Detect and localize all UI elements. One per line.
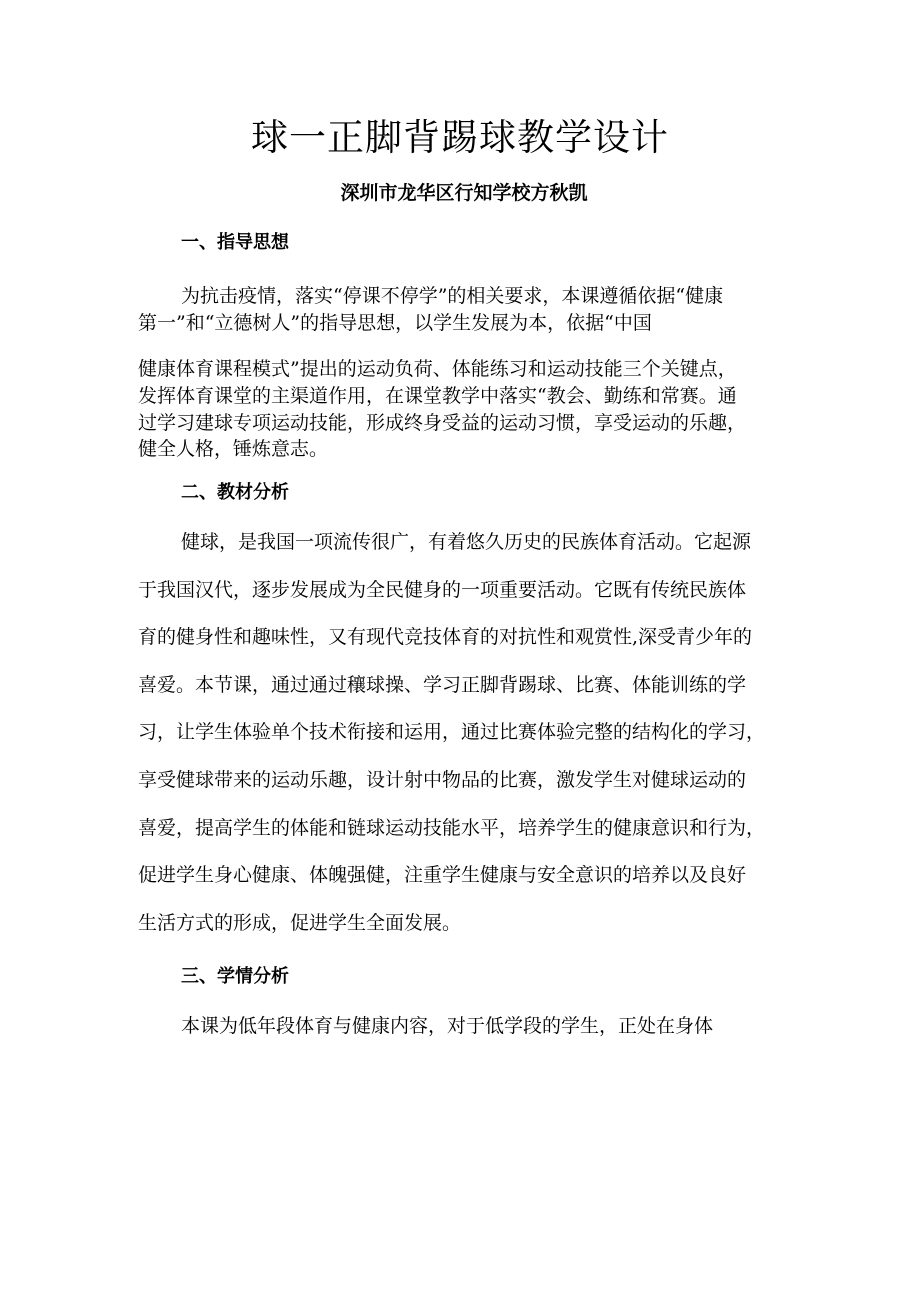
paragraph-line: 健全人格，锤炼意志。 bbox=[138, 438, 329, 460]
paragraph-line: 享受健球带来的运动乐趣，设计射中物品的比赛，激发学生对健球运动的 bbox=[138, 769, 747, 791]
paragraph-line: 习，让学生体验单个技术衔接和运用，通过比赛体验完整的结构化的学习， bbox=[138, 721, 766, 743]
paragraph-line: 喜爱，提高学生的体能和链球运动技能水平，培养学生的健康意识和行为， bbox=[138, 817, 766, 839]
paragraph-line: 本课为低年段体育与健康内容，对于低学段的学生，正处在身体 bbox=[181, 1015, 714, 1037]
section-heading-learner-analysis: 三、学情分析 bbox=[181, 966, 289, 987]
paragraph-line: 发挥体育课堂的主渠道作用，在课堂教学中落实“教会、勤练和常赛。通 bbox=[138, 385, 737, 407]
section-heading-material-analysis: 二、教材分析 bbox=[181, 482, 289, 503]
paragraph-line: 健康体育课程模式”提出的运动负荷、体能练习和运动技能三个关键点， bbox=[138, 358, 737, 380]
paragraph-line: 生活方式的形成，促进学生全面发展。 bbox=[138, 912, 462, 934]
section-heading-guiding-ideology: 一、指导思想 bbox=[181, 232, 289, 253]
paragraph-line: 于我国汉代，逐步发展成为全民健身的一项重要活动。它既有传统民族体 bbox=[138, 579, 747, 601]
document-title: 球一正脚背踢球教学设计 bbox=[251, 116, 669, 159]
paragraph-line: 第一”和“立德树人”的指导思想，以学生发展为本，依据“中国 bbox=[138, 312, 652, 334]
paragraph-line: 喜爱。本节课，通过通过穰球操、学习正脚背踢球、比赛、体能训练的学 bbox=[138, 674, 747, 696]
paragraph-line: 育的健身性和趣味性，又有现代竞技体育的对抗性和观赏性,深受青少年的 bbox=[138, 626, 753, 648]
paragraph-line: 促进学生身心健康、体魄强健，注重学生健康与安全意识的培养以及良好 bbox=[138, 864, 747, 886]
paragraph-line: 健球，是我国一项流传很广，有着悠久历史的民族体育活动。它起源 bbox=[181, 531, 752, 553]
author-line: 深圳市龙华区行知学校方秋凯 bbox=[340, 182, 588, 204]
paragraph-line: 过学习建球专项运动技能，形成终身受益的运动习惯，享受运动的乐趣， bbox=[138, 412, 747, 434]
paragraph-line: 为抗击疫情，落实“停课不停学”的相关要求，本课遵循依据“健康 bbox=[181, 285, 724, 307]
